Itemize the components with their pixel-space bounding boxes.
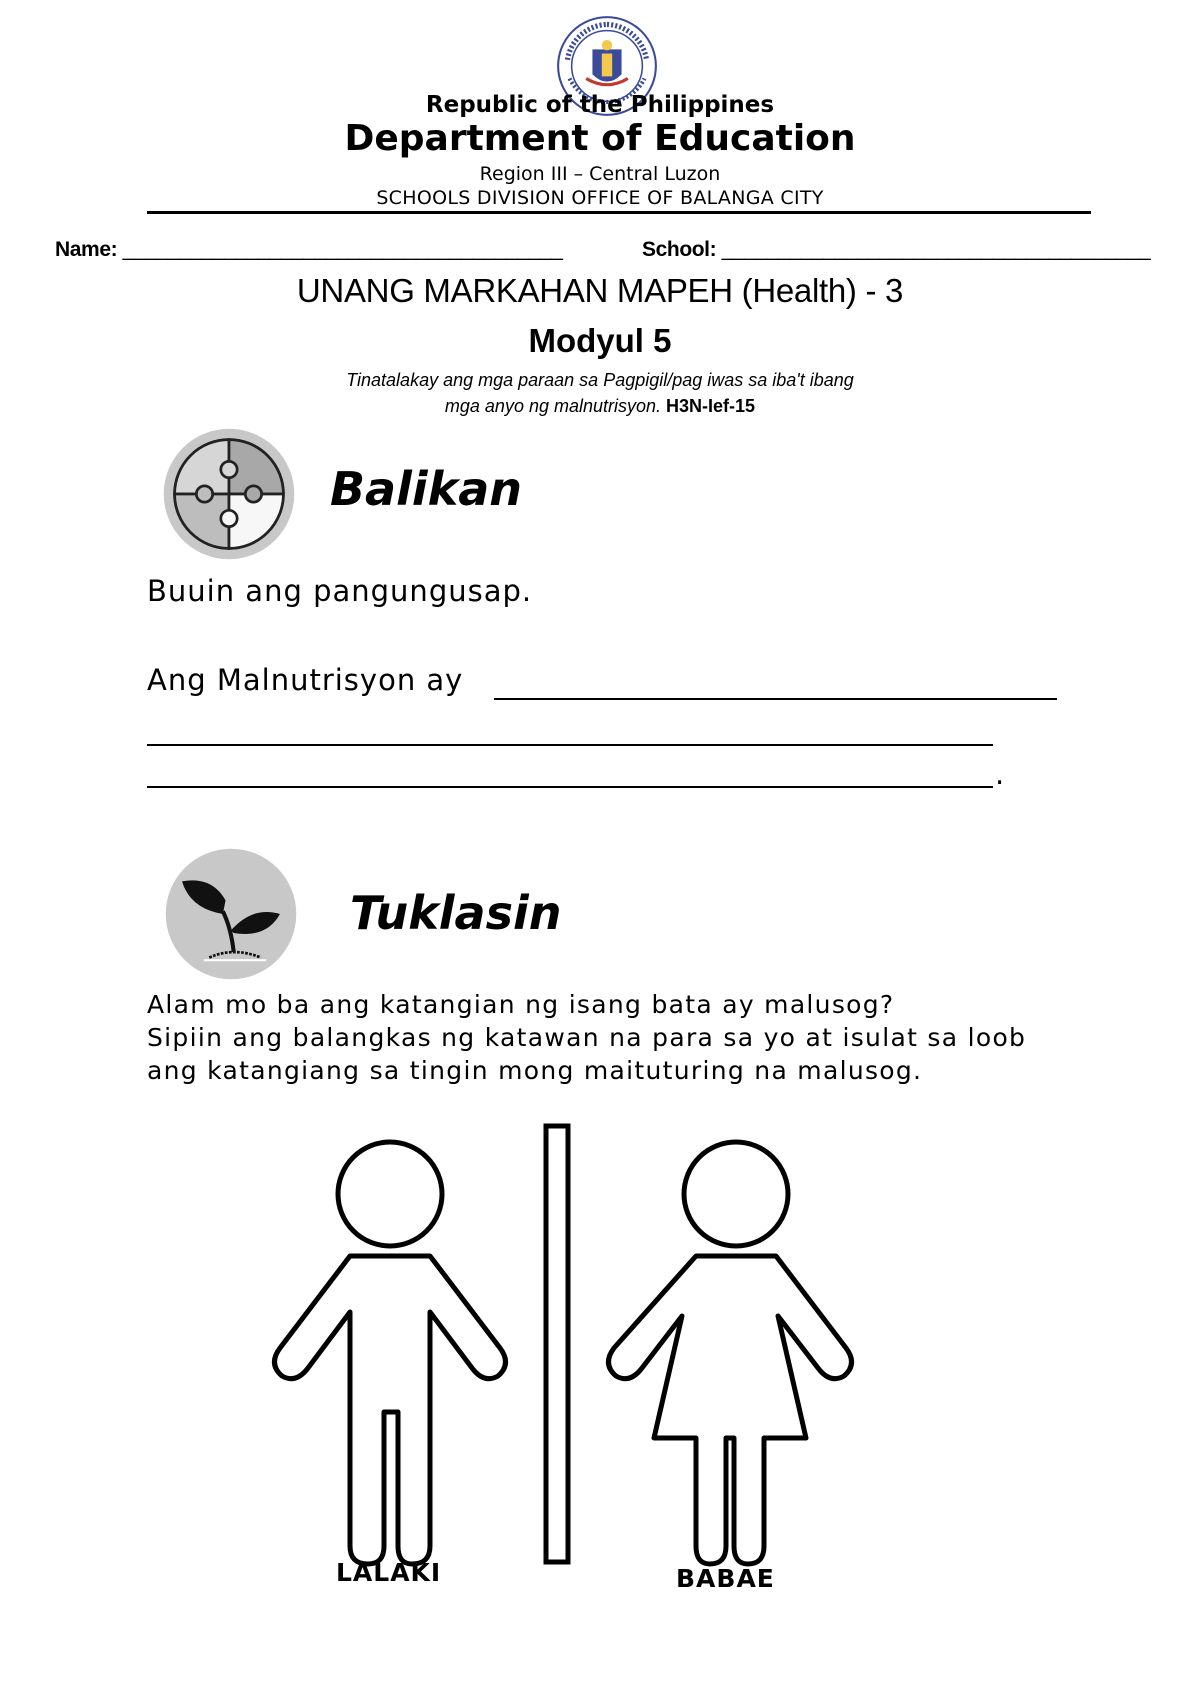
school-blank[interactable]: ______________________________________ xyxy=(721,238,1151,261)
answer-blank-3[interactable] xyxy=(147,786,993,788)
header-divider xyxy=(147,211,1091,214)
module-description-line2 xyxy=(0,396,1200,417)
name-blank[interactable]: _______________________________________ xyxy=(122,238,563,261)
tuklasin-heading: Tuklasin xyxy=(350,886,562,940)
tuklasin-line-2: Sipiin ang balangkas ng katawan na para sa yo at isulat sa loob xyxy=(147,1023,1027,1052)
balikan-heading: Balikan xyxy=(330,462,523,516)
sentence-start: Ang Malnutrisyon ay xyxy=(147,663,464,697)
figure-divider xyxy=(546,1126,568,1562)
puzzle-icon xyxy=(161,426,297,562)
sentence-end-period: . xyxy=(995,757,1006,791)
female-label: BABAE xyxy=(676,1564,775,1593)
balikan-instruction: Buuin ang pangungusap. xyxy=(147,574,533,608)
male-body-outline xyxy=(274,1142,505,1564)
module-title: Modyul 5 xyxy=(528,322,672,359)
module-description-line1: Tinatalakay ang mga paraan sa Pagpigil/pag iwas sa iba't ibang xyxy=(346,370,854,390)
body-outline-figures xyxy=(230,1120,890,1580)
tuklasin-line-3: ang katangiang sa tingin mong maituturing na malusog. xyxy=(147,1056,923,1085)
answer-blank-2[interactable] xyxy=(147,744,993,746)
name-label: Name: xyxy=(55,238,118,261)
competency-code: H3N-Ief-15 xyxy=(666,396,756,416)
male-label: LALAKI xyxy=(336,1558,442,1587)
region-label: Region III – Central Luzon xyxy=(479,163,721,185)
sprout-icon xyxy=(163,846,299,982)
department-title: Department of Education xyxy=(344,118,856,159)
answer-blank-1[interactable] xyxy=(494,698,1057,700)
female-body-outline xyxy=(608,1142,851,1564)
school-label: School: xyxy=(642,238,717,261)
module-description-text: mga anyo ng malnutrisyon. xyxy=(444,396,662,416)
republic-label: Republic of the Philippines xyxy=(425,92,775,118)
tuklasin-line-1: Alam mo ba ang katangian ng isang bata ay malusog? xyxy=(147,990,895,1019)
division-label: SCHOOLS DIVISION OFFICE OF BALANGA CITY xyxy=(376,187,824,209)
school-field[interactable] xyxy=(642,238,1150,262)
quarter-title: UNANG MARKAHAN MAPEH (Health) - 3 xyxy=(296,272,904,309)
name-field[interactable] xyxy=(55,238,563,262)
